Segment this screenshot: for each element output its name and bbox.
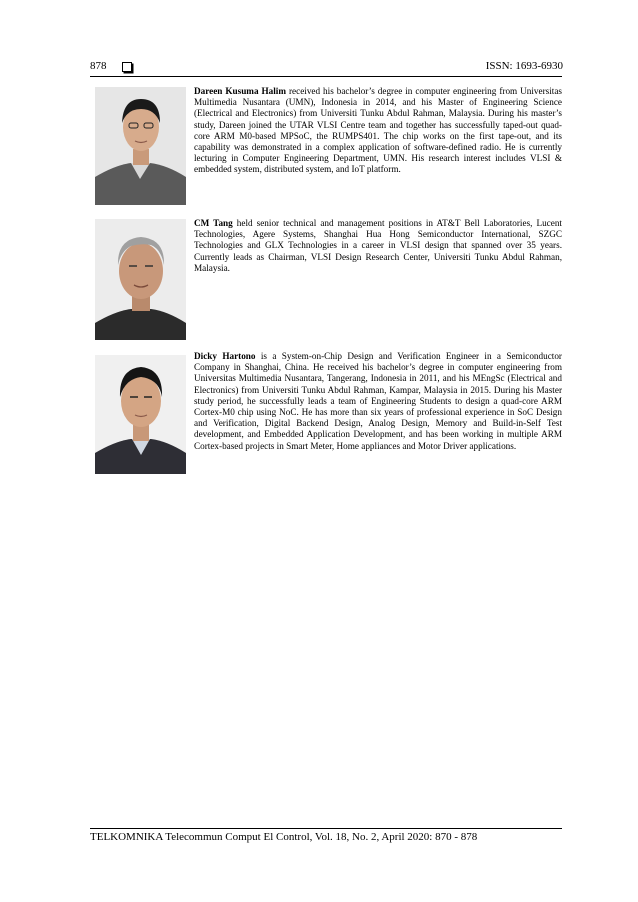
author-name-2: CM Tang — [194, 218, 233, 228]
footer-divider — [90, 828, 562, 829]
author-photo-3 — [95, 355, 186, 474]
author-photo-2 — [95, 219, 186, 340]
checkbox-square-icon — [122, 62, 132, 72]
author-photo-1 — [95, 87, 186, 205]
author-name-3: Dicky Hartono — [194, 351, 256, 361]
header-divider — [90, 76, 562, 77]
bio-body-2: held senior technical and management positions in AT&T Bell Laboratories, Lucent Technologies, Agere Systems, Shanghai Hua Hong Semiconductor International, SZGC Technologies and GLX Technologies in a career in VLSI design that spanned over 35 years. Currently leads as Chairman, VLSI Design Research Center, Universiti Tunku Abdul Rahman, Malaysia. — [194, 218, 562, 273]
bio-body-1: received his bachelor’s degree in computer engineering from Universitas Multimedia Nusantara (UMN), Indonesia in 2014, and his Master of Engineering Science (Electrical and Electronics) from Universiti Tunku Abdul Rahman, Malaysia. During his master’s study, Dareen joined the UTAR VLSI Centre team and together has successfully taped-out quad-core ARM M0-based MPSoC, the RUMPS401. The chip works on the first tape-out, and its capability was demonstrated in a complex application of software-defined radio. He is currently lecturing in Computer Engineering Department, UMN. His research interest includes VLSI & embedded system, distributed system, and IoT platform. — [194, 86, 562, 175]
issn-label: ISSN: 1693-6930 — [485, 60, 563, 72]
author-name-1: Dareen Kusuma Halim — [194, 86, 287, 96]
bio-text-1 — [194, 86, 562, 176]
bio-text-3 — [194, 351, 562, 452]
bio-text-2 — [194, 218, 562, 274]
footer-citation: TELKOMNIKA Telecommun Comput El Control, Vol. 18, No. 2, April 2020: 870 - 878 — [90, 831, 478, 843]
page-number: 878 — [90, 60, 107, 72]
bio-body-3: is a System-on-Chip Design and Verification Engineer in a Semiconductor Company in Shanghai, China. He received his bachelor’s degree in computer engineering from Universitas Multimedia Nusantara, Tangerang, Indonesia in 2011, and his MEngSc (Electrical and Electronics) from Universiti Tunku Abdul Rahman, Kampar, Malaysia in 2015. During his Master study period, he successfully leads a team of Engineering Students to design a quad-core ARM Cortex-M0 chip using NoC. He has more than six years of professional experience in SoC Design and Verification, Digital Backend Design, Analog Design, Memory and Build-in-Self Test development, and Embedded Application Development, and has been working in multiple ARM Cortex-based projects in Smart Meter, Home appliances and Motor Driver applications. — [194, 351, 562, 451]
